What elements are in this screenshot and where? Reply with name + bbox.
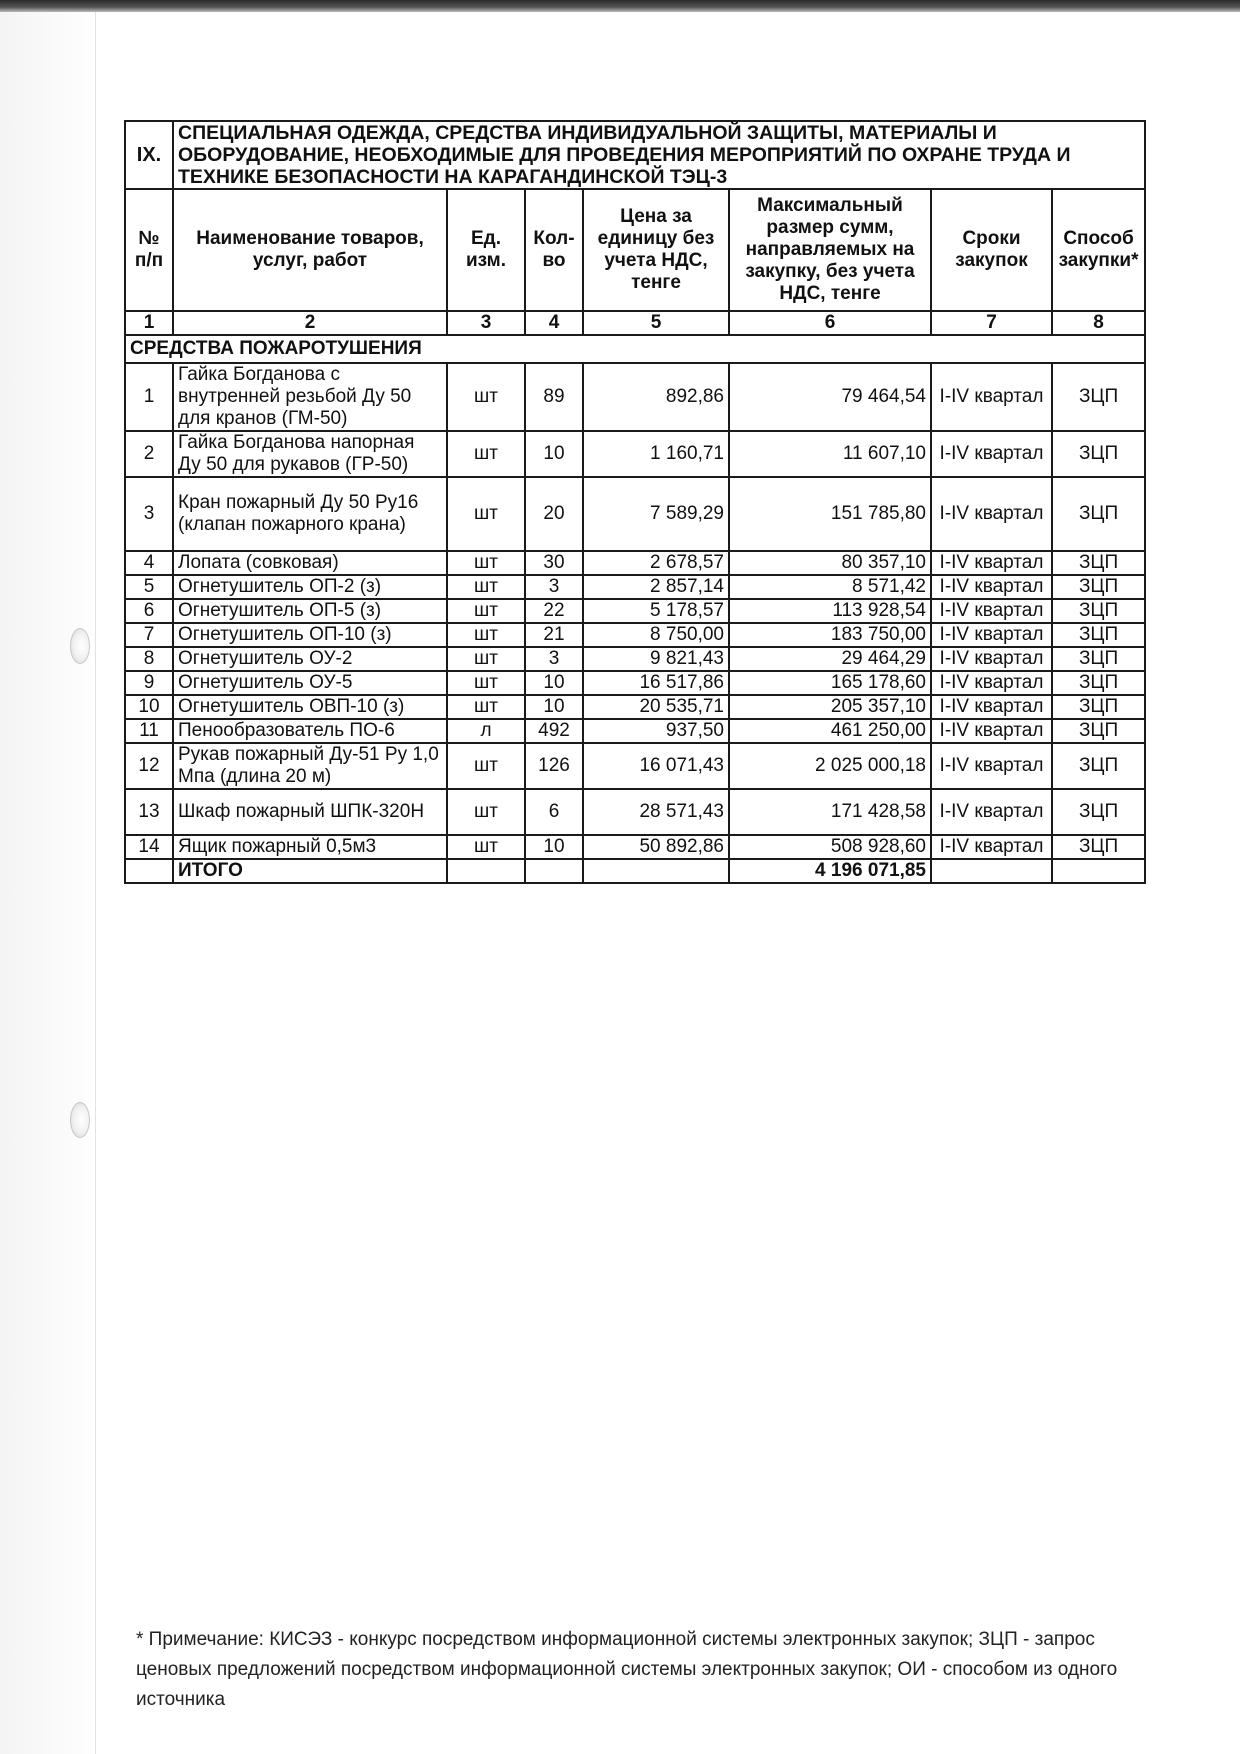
col-header-unit: Ед. изм.: [447, 189, 525, 311]
col-header-qty: Кол-во: [525, 189, 583, 311]
total-empty-cell: [931, 859, 1052, 883]
row-number: 11: [125, 719, 173, 743]
col-number: 4: [525, 311, 583, 335]
item-qty: 22: [525, 599, 583, 623]
item-name: Гайка Богданова напорная Ду 50 для рукавов (ГР-50): [173, 431, 447, 477]
item-unit: шт: [447, 575, 525, 599]
item-qty: 10: [525, 695, 583, 719]
item-qty: 492: [525, 719, 583, 743]
col-number: 6: [729, 311, 931, 335]
col-header-name: Наименование товаров, услуг, работ: [173, 189, 447, 311]
group-title: СРЕДСТВА ПОЖАРОТУШЕНИЯ: [125, 335, 1145, 363]
row-number: 1: [125, 363, 173, 431]
table-row: [125, 671, 1145, 695]
item-unit: шт: [447, 835, 525, 859]
item-sum: 205 357,10: [729, 695, 931, 719]
item-qty: 20: [525, 477, 583, 551]
item-name: Огнетушитель ОП-2 (з): [173, 575, 447, 599]
table-row: [125, 835, 1145, 859]
item-period: I-IV квартал: [931, 647, 1052, 671]
item-price: 892,86: [583, 363, 729, 431]
item-unit: шт: [447, 623, 525, 647]
item-period: I-IV квартал: [931, 477, 1052, 551]
total-empty-cell: [583, 859, 729, 883]
col-number: 7: [931, 311, 1052, 335]
item-name: Гайка Богданова с внутренней резьбой Ду 50 для кранов (ГМ-50): [173, 363, 447, 431]
col-header-method: Способ закупки*: [1052, 189, 1145, 311]
item-unit: шт: [447, 551, 525, 575]
item-name: Лопата (совковая): [173, 551, 447, 575]
item-name: Огнетушитель ОП-10 (з): [173, 623, 447, 647]
item-price: 16 071,43: [583, 743, 729, 789]
item-method: ЗЦП: [1052, 647, 1145, 671]
item-period: I-IV квартал: [931, 835, 1052, 859]
column-number-row: [125, 311, 1145, 335]
col-number: 5: [583, 311, 729, 335]
item-qty: 126: [525, 743, 583, 789]
item-name: Огнетушитель ОП-5 (з): [173, 599, 447, 623]
total-sum: 4 196 071,85: [729, 859, 931, 883]
item-name: Огнетушитель ОВП-10 (з): [173, 695, 447, 719]
table-row: [125, 431, 1145, 477]
item-sum: 171 428,58: [729, 789, 931, 835]
table-row: [125, 623, 1145, 647]
item-name: Кран пожарный Ду 50 Ру16 (клапан пожарного крана): [173, 477, 447, 551]
item-period: I-IV квартал: [931, 671, 1052, 695]
item-method: ЗЦП: [1052, 599, 1145, 623]
item-sum: 461 250,00: [729, 719, 931, 743]
item-method: ЗЦП: [1052, 835, 1145, 859]
item-price: 1 160,71: [583, 431, 729, 477]
scan-left-margin: [0, 12, 96, 1754]
item-name: Шкаф пожарный ШПК-320Н: [173, 789, 447, 835]
column-header-row: [125, 189, 1145, 311]
col-header-period: Сроки закупок: [931, 189, 1052, 311]
row-number: 14: [125, 835, 173, 859]
item-sum: 11 607,10: [729, 431, 931, 477]
punch-hole: [70, 1102, 90, 1138]
item-qty: 10: [525, 835, 583, 859]
table-row: [125, 599, 1145, 623]
row-number: 7: [125, 623, 173, 647]
total-row: [125, 859, 1145, 883]
item-sum: 151 785,80: [729, 477, 931, 551]
row-number: 12: [125, 743, 173, 789]
table-row: [125, 647, 1145, 671]
item-sum: 113 928,54: [729, 599, 931, 623]
group-row: [125, 335, 1145, 363]
scan-top-edge: [0, 0, 1240, 12]
item-method: ЗЦП: [1052, 671, 1145, 695]
item-method: ЗЦП: [1052, 789, 1145, 835]
item-price: 50 892,86: [583, 835, 729, 859]
item-unit: шт: [447, 671, 525, 695]
item-unit: шт: [447, 363, 525, 431]
item-sum: 80 357,10: [729, 551, 931, 575]
item-price: 20 535,71: [583, 695, 729, 719]
item-unit: шт: [447, 743, 525, 789]
table-row: [125, 477, 1145, 551]
col-header-price: Цена за единицу без учета НДС, тенге: [583, 189, 729, 311]
table-row: [125, 789, 1145, 835]
item-qty: 21: [525, 623, 583, 647]
table-row: [125, 743, 1145, 789]
item-unit: шт: [447, 599, 525, 623]
row-number: 2: [125, 431, 173, 477]
item-unit: шт: [447, 647, 525, 671]
item-price: 2 678,57: [583, 551, 729, 575]
item-sum: 165 178,60: [729, 671, 931, 695]
item-period: I-IV квартал: [931, 363, 1052, 431]
item-price: 2 857,14: [583, 575, 729, 599]
punch-hole: [70, 628, 90, 664]
item-name: Рукав пожарный Ду-51 Ру 1,0 Мпа (длина 20 м): [173, 743, 447, 789]
item-price: 7 589,29: [583, 477, 729, 551]
page-fold-line: [95, 12, 96, 1754]
item-qty: 30: [525, 551, 583, 575]
item-unit: шт: [447, 477, 525, 551]
item-method: ЗЦП: [1052, 431, 1145, 477]
item-sum: 2 025 000,18: [729, 743, 931, 789]
col-number: 8: [1052, 311, 1145, 335]
item-unit: шт: [447, 695, 525, 719]
item-method: ЗЦП: [1052, 551, 1145, 575]
row-number: 13: [125, 789, 173, 835]
col-number: 3: [447, 311, 525, 335]
item-qty: 10: [525, 671, 583, 695]
item-sum: 29 464,29: [729, 647, 931, 671]
item-period: I-IV квартал: [931, 599, 1052, 623]
total-empty-cell: [525, 859, 583, 883]
row-number: 3: [125, 477, 173, 551]
item-method: ЗЦП: [1052, 477, 1145, 551]
procurement-table: [124, 120, 1146, 884]
item-qty: 6: [525, 789, 583, 835]
item-method: ЗЦП: [1052, 695, 1145, 719]
item-sum: 508 928,60: [729, 835, 931, 859]
row-number: 10: [125, 695, 173, 719]
item-qty: 3: [525, 647, 583, 671]
item-price: 5 178,57: [583, 599, 729, 623]
item-unit: л: [447, 719, 525, 743]
item-price: 9 821,43: [583, 647, 729, 671]
item-unit: шт: [447, 789, 525, 835]
col-header-sum: Максимальный размер сумм, направляемых на закупку, без учета НДС, тенге: [729, 189, 931, 311]
total-empty-cell: [1052, 859, 1145, 883]
section-header-row: [125, 121, 1145, 189]
item-method: ЗЦП: [1052, 743, 1145, 789]
item-method: ЗЦП: [1052, 575, 1145, 599]
col-number: 1: [125, 311, 173, 335]
item-qty: 10: [525, 431, 583, 477]
col-number: 2: [173, 311, 447, 335]
col-header-number: № п/п: [125, 189, 173, 311]
item-sum: 8 571,42: [729, 575, 931, 599]
item-period: I-IV квартал: [931, 551, 1052, 575]
table-row: [125, 363, 1145, 431]
row-number: 5: [125, 575, 173, 599]
item-name: Пенообразователь ПО-6: [173, 719, 447, 743]
item-method: ЗЦП: [1052, 363, 1145, 431]
row-number: 9: [125, 671, 173, 695]
item-period: I-IV квартал: [931, 431, 1052, 477]
item-method: ЗЦП: [1052, 623, 1145, 647]
table-row: [125, 695, 1145, 719]
item-price: 28 571,43: [583, 789, 729, 835]
section-number: IX.: [125, 121, 173, 189]
item-period: I-IV квартал: [931, 695, 1052, 719]
item-sum: 79 464,54: [729, 363, 931, 431]
item-period: I-IV квартал: [931, 623, 1052, 647]
item-name: Огнетушитель ОУ-2: [173, 647, 447, 671]
total-empty-cell: [447, 859, 525, 883]
item-price: 937,50: [583, 719, 729, 743]
item-price: 16 517,86: [583, 671, 729, 695]
total-label: ИТОГО: [173, 859, 447, 883]
table-row: [125, 719, 1145, 743]
row-number: 6: [125, 599, 173, 623]
footnote: * Примечание: КИСЭЗ - конкурс посредством информационной системы электронных закупок; ЗЦП - запрос ценовых предложений посредством информационной системы электронных закупок; ОИ - способом из одного источника: [136, 1629, 1118, 1710]
item-period: I-IV квартал: [931, 575, 1052, 599]
item-method: ЗЦП: [1052, 719, 1145, 743]
item-period: I-IV квартал: [931, 743, 1052, 789]
table-row: [125, 575, 1145, 599]
item-qty: 89: [525, 363, 583, 431]
table-row: [125, 551, 1145, 575]
row-number: 8: [125, 647, 173, 671]
row-number: 4: [125, 551, 173, 575]
item-qty: 3: [525, 575, 583, 599]
item-name: Огнетушитель ОУ-5: [173, 671, 447, 695]
total-empty-cell: [125, 859, 173, 883]
item-unit: шт: [447, 431, 525, 477]
item-period: I-IV квартал: [931, 789, 1052, 835]
item-price: 8 750,00: [583, 623, 729, 647]
item-period: I-IV квартал: [931, 719, 1052, 743]
section-title: СПЕЦИАЛЬНАЯ ОДЕЖДА, СРЕДСТВА ИНДИВИДУАЛЬНОЙ ЗАЩИТЫ, МАТЕРИАЛЫ И ОБОРУДОВАНИЕ, НЕОБХОДИМЫЕ ДЛЯ ПРОВЕДЕНИЯ МЕРОПРИЯТИЙ ПО ОХРАНЕ ТРУДА И ТЕХНИКЕ БЕЗОПАСНОСТИ НА КАРАГАНДИНСКОЙ ТЭЦ-3: [173, 121, 1145, 189]
item-name: Ящик пожарный 0,5м3: [173, 835, 447, 859]
item-sum: 183 750,00: [729, 623, 931, 647]
